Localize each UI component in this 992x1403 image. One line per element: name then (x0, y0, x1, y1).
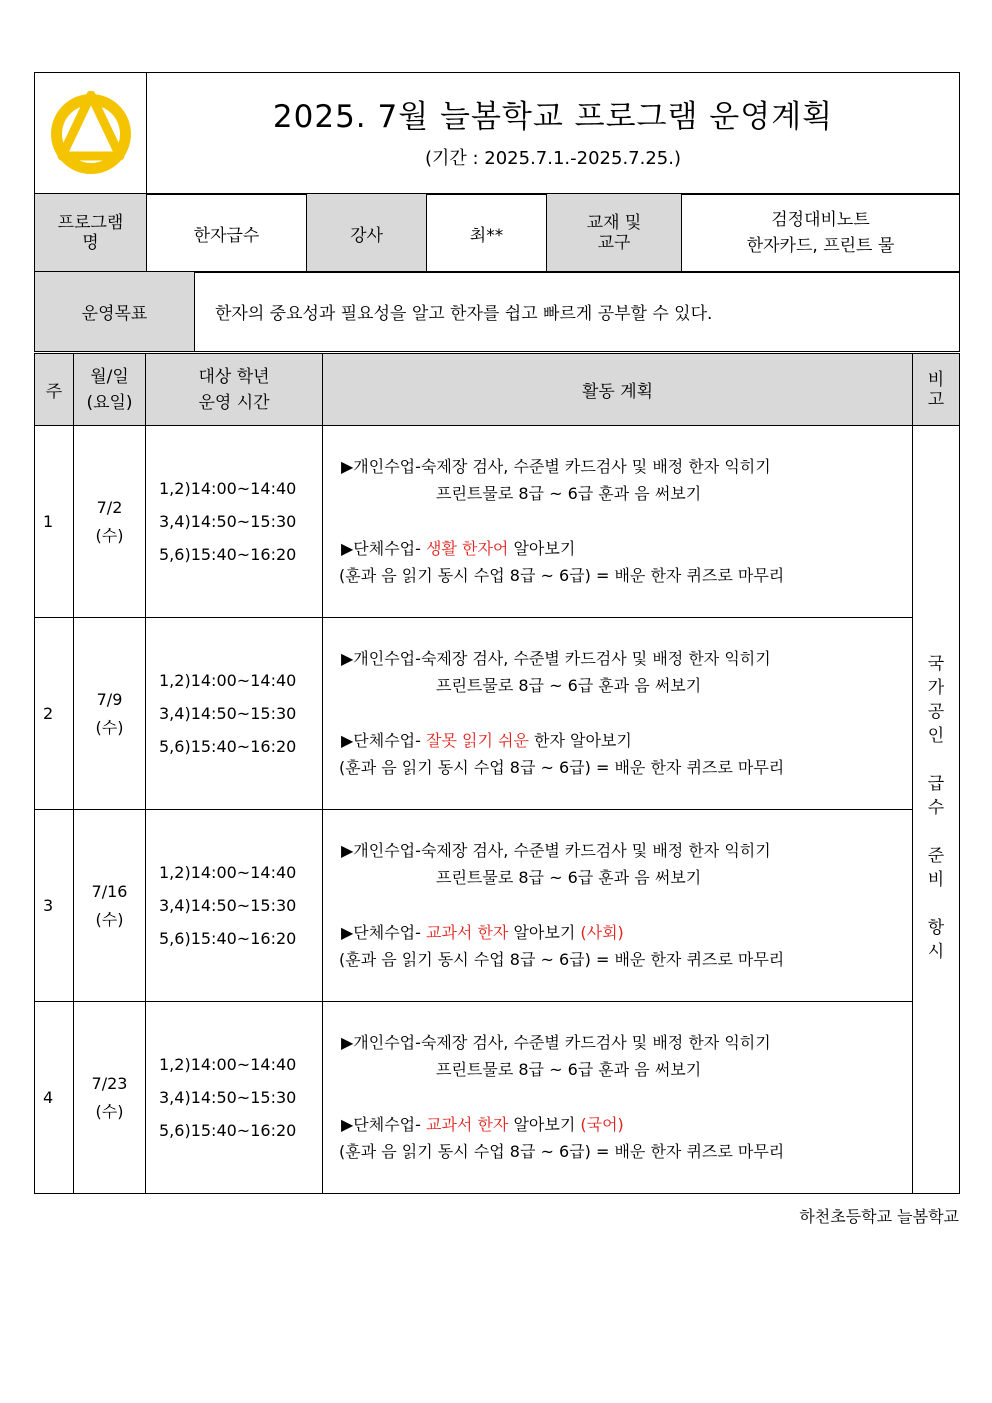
note-char: 가 (927, 678, 945, 698)
program-name: 한자급수 (147, 194, 307, 273)
date-cell (74, 618, 146, 810)
note-header-line2: 고 (927, 389, 945, 410)
time-slot: 1,2)14:00~14:40 (159, 863, 297, 882)
page-title: 2025. 7월 늘봄학교 프로그램 운영계획 (272, 99, 834, 135)
materials-line2: 한자카드, 프린트 물 (746, 236, 895, 256)
closing-line: (훈과 음 읽기 동시 수업 8급 ~ 6급) = 배운 한자 퀴즈로 마무리 (339, 1142, 785, 1161)
schedule-table (34, 353, 960, 1194)
activity-cell (323, 618, 913, 810)
time-slot: 5,6)15:40~16:20 (159, 737, 297, 756)
individual-lesson-line2: 프린트물로 8급 ~ 6급 훈과 음 써보기 (436, 868, 702, 887)
logo-cell (35, 73, 147, 195)
period-text: (기간 : 2025.7.1.-2025.7.25.) (424, 148, 682, 169)
time-slot: 5,6)15:40~16:20 (159, 929, 297, 948)
table-row (35, 810, 960, 1002)
table-row (35, 618, 960, 810)
time-cell (146, 810, 323, 1002)
group-lesson-suffix: 한자 알아보기 (528, 731, 632, 750)
note-char: 준 (927, 846, 945, 866)
note-char: 항 (927, 918, 945, 938)
closing-line: (훈과 음 읽기 동시 수업 8급 ~ 6급) = 배운 한자 퀴즈로 마무리 (339, 758, 785, 777)
note-char: 인 (927, 726, 945, 746)
target-header-line2: 운영 시간 (198, 392, 270, 413)
schedule-header-row (35, 354, 960, 426)
closing-line: (훈과 음 읽기 동시 수업 8급 ~ 6급) = 배운 한자 퀴즈로 마무리 (339, 950, 785, 969)
note-vertical-text (913, 652, 959, 964)
group-lesson-subject: (사회) (580, 923, 624, 942)
date-text: 7/2 (96, 497, 123, 517)
group-lesson-suffix: 알아보기 (508, 1115, 581, 1134)
note-char: 급 (927, 774, 945, 794)
individual-lesson-line2: 프린트물로 8급 ~ 6급 훈과 음 써보기 (436, 1060, 702, 1079)
individual-lesson-line: ▶개인수업-숙제장 검사, 수준별 카드검사 및 배정 한자 익히기 (341, 841, 771, 860)
note-char (913, 748, 959, 772)
group-lesson-line (341, 919, 912, 946)
program-label (35, 194, 147, 273)
time-slot: 5,6)15:40~16:20 (159, 545, 297, 564)
note-header (913, 354, 960, 426)
note-char: 수 (927, 798, 945, 818)
materials-label-line1: 교재 및 (586, 213, 642, 233)
individual-lesson-line: ▶개인수업-숙제장 검사, 수준별 카드검사 및 배정 한자 익히기 (341, 457, 771, 476)
time-cell (146, 1002, 323, 1194)
note-char: 시 (927, 942, 945, 962)
activity-header: 활동 계획 (323, 354, 913, 426)
note-cell (913, 426, 960, 1194)
time-slot: 3,4)14:50~15:30 (159, 1088, 297, 1107)
group-lesson-topic: 교과서 한자 (426, 923, 509, 942)
goal-table (34, 271, 960, 352)
program-label-line2: 명 (82, 233, 99, 253)
group-lesson-topic: 잘못 읽기 쉬운 (426, 731, 529, 750)
group-lesson-prefix: ▶단체수업- (341, 1115, 426, 1134)
group-lesson-suffix: 알아보기 (508, 539, 576, 558)
materials-value (682, 194, 960, 273)
closing-line: (훈과 음 읽기 동시 수업 8급 ~ 6급) = 배운 한자 퀴즈로 마무리 (339, 566, 785, 585)
materials-label (547, 194, 682, 273)
group-lesson-prefix: ▶단체수업- (341, 539, 426, 558)
teacher-name: 최** (427, 194, 547, 273)
materials-line1: 검정대비노트 (771, 210, 870, 230)
day-text: (수) (95, 1101, 124, 1121)
target-header (146, 354, 323, 426)
note-char: 국 (927, 654, 945, 674)
info-table (34, 193, 960, 273)
date-text: 7/9 (96, 689, 123, 709)
time-slot: 1,2)14:00~14:40 (159, 479, 297, 498)
group-lesson-topic: 생활 한자어 (426, 539, 509, 558)
note-char: 공 (927, 702, 945, 722)
note-header-line1: 비 (927, 369, 945, 390)
group-lesson-line (341, 1111, 912, 1138)
week-cell: 1 (35, 426, 74, 618)
date-text: 7/16 (91, 881, 128, 901)
group-lesson-prefix: ▶단체수업- (341, 923, 426, 942)
time-slot: 1,2)14:00~14:40 (159, 1055, 297, 1074)
time-slot: 3,4)14:50~15:30 (159, 896, 297, 915)
activity-cell (323, 810, 913, 1002)
target-header-line1: 대상 학년 (198, 366, 270, 387)
group-lesson-subject: (국어) (580, 1115, 624, 1134)
group-lesson-line (341, 727, 912, 754)
activity-cell (323, 426, 913, 618)
time-slot: 1,2)14:00~14:40 (159, 671, 297, 690)
individual-lesson-line: ▶개인수업-숙제장 검사, 수준별 카드검사 및 배정 한자 익히기 (341, 1033, 771, 1052)
note-char (913, 892, 959, 916)
time-slot: 3,4)14:50~15:30 (159, 704, 297, 723)
day-text: (수) (95, 525, 124, 545)
group-lesson-topic: 교과서 한자 (426, 1115, 509, 1134)
title-cell (147, 73, 960, 195)
date-header-line1: 월/일 (90, 366, 129, 387)
school-emblem-icon (48, 91, 134, 177)
individual-lesson-line2: 프린트물로 8급 ~ 6급 훈과 음 써보기 (436, 676, 702, 695)
date-header (74, 354, 146, 426)
table-row (35, 1002, 960, 1194)
materials-label-line2: 교구 (597, 233, 631, 253)
date-cell (74, 1002, 146, 1194)
goal-label: 운영목표 (35, 272, 195, 352)
teacher-label: 강사 (307, 194, 427, 273)
week-cell: 4 (35, 1002, 74, 1194)
time-slot: 3,4)14:50~15:30 (159, 512, 297, 531)
individual-lesson-line: ▶개인수업-숙제장 검사, 수준별 카드검사 및 배정 한자 익히기 (341, 649, 771, 668)
date-cell (74, 426, 146, 618)
group-lesson-line (341, 535, 912, 562)
activity-cell (323, 1002, 913, 1194)
week-cell: 3 (35, 810, 74, 1002)
time-cell (146, 618, 323, 810)
goal-text: 한자의 중요성과 필요성을 알고 한자를 쉽고 빠르게 공부할 수 있다. (195, 272, 960, 352)
date-cell (74, 810, 146, 1002)
table-row (35, 426, 960, 618)
title-table (34, 72, 960, 195)
date-text: 7/23 (91, 1073, 128, 1093)
time-slot: 5,6)15:40~16:20 (159, 1121, 297, 1140)
individual-lesson-line2: 프린트물로 8급 ~ 6급 훈과 음 써보기 (436, 484, 702, 503)
program-label-line1: 프로그램 (57, 213, 124, 233)
week-cell: 2 (35, 618, 74, 810)
note-char (913, 820, 959, 844)
group-lesson-prefix: ▶단체수업- (341, 731, 426, 750)
date-header-line2: (요일) (86, 392, 133, 413)
week-header: 주 (35, 354, 74, 426)
footer-school: 하천초등학교 늘봄학교 (799, 1207, 959, 1226)
group-lesson-suffix: 알아보기 (508, 923, 581, 942)
note-char: 비 (927, 870, 945, 890)
day-text: (수) (95, 717, 124, 737)
day-text: (수) (95, 909, 124, 929)
time-cell (146, 426, 323, 618)
